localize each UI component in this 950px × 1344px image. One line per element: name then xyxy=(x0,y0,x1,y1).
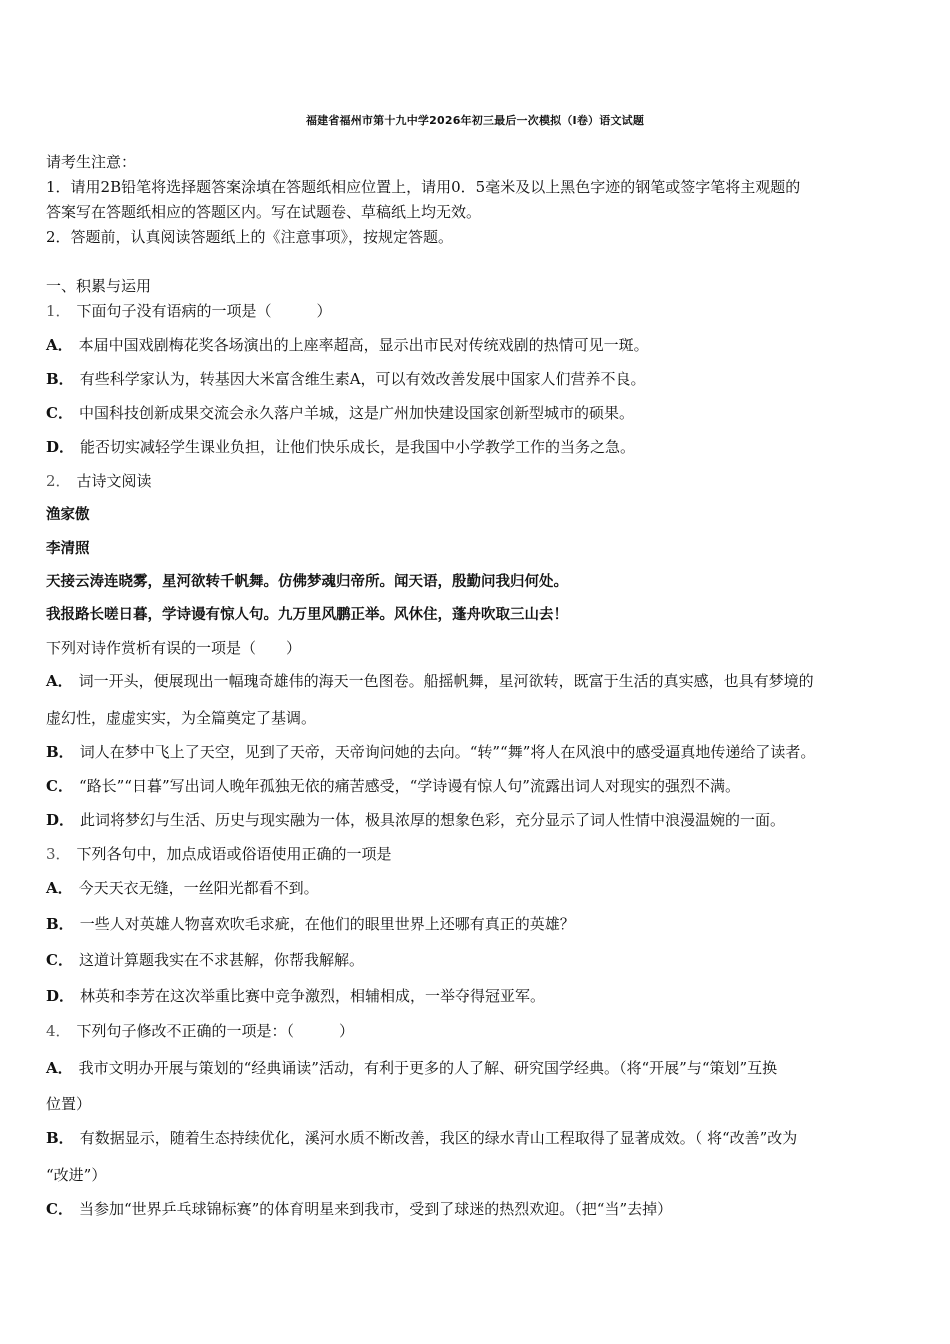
option-text: 此词将梦幻与生活、历史与现实融为一体，极具浓厚的想象色彩，充分显示了词人性情中浪漫温婉的一面。 xyxy=(80,811,786,829)
option-label: B． xyxy=(46,915,74,933)
option-label: B． xyxy=(46,1129,74,1147)
question-1-option-c xyxy=(46,403,634,423)
option-text: “路长”“日暮”写出词人晚年孤独无依的痛苦感受，“学诗谩有惊人句”流露出词人对现实的强烈不满。 xyxy=(78,777,740,795)
question-number: 1． xyxy=(46,302,71,320)
option-text: 词一开头，便展现出一幅瑰奇雄伟的海天一色图卷。船摇帆舞，星河欲转，既富于生活的真实感，也具有梦境的 xyxy=(78,672,814,690)
question-2-stem xyxy=(46,471,152,491)
poem-line-1: 天接云涛连晓雾，星河欲转千帆舞。仿佛梦魂归帝所。闻天语，殷勤问我归何处。 xyxy=(46,573,568,590)
option-label: C． xyxy=(46,1200,73,1218)
option-text: 词人在梦中飞上了天空，见到了天帝，天帝询问她的去向。“转”“舞”将人在风浪中的感受逼真地传递给了读者。 xyxy=(79,743,816,761)
option-text: 一些人对英雄人物喜欢吹毛求疵，在他们的眼里世界上还哪有真正的英雄？ xyxy=(79,915,575,933)
question-1-option-a xyxy=(46,335,649,355)
option-label: B． xyxy=(46,743,74,761)
option-label: A． xyxy=(46,879,73,897)
notice-heading: 请考生注意： xyxy=(46,153,137,171)
option-text: 本届中国戏剧梅花奖各场演出的上座率超高，显示出市民对传统戏剧的热情可见一斑。 xyxy=(78,336,649,354)
option-label: C． xyxy=(46,951,73,969)
question-text: 下面句子没有语病的一项是（ ） xyxy=(76,302,332,320)
option-text: 这道计算题我实在不求甚解，你帮我解解。 xyxy=(78,951,364,969)
notice-item-1-line-2: 答案写在答题纸相应的答题区内。写在试题卷、草稿纸上均无效。 xyxy=(46,203,482,221)
notice-item-2: 2．答题前，认真阅读答题纸上的《注意事项》，按规定答题。 xyxy=(46,228,454,246)
option-text: 能否切实减轻学生课业负担，让他们快乐成长，是我国中小学教学工作的当务之急。 xyxy=(80,438,636,456)
question-text: 下列句子修改不正确的一项是：（ ） xyxy=(76,1022,355,1040)
question-number: 2． xyxy=(46,472,71,490)
poem-author: 李清照 xyxy=(46,540,90,557)
question-1-stem xyxy=(46,301,332,321)
option-text: 当参加“世界乒乓球锦标赛”的体育明星来到我市，受到了球迷的热烈欢迎。（把“当”去掉） xyxy=(78,1200,673,1218)
question-4-option-b-line-1 xyxy=(46,1128,797,1148)
notice-item-1-line-1: 1．请用2B铅笔将选择题答案涂填在答题纸相应位置上，请用0．5毫米及以上黑色字迹的钢笔或签字笔将主观题的 xyxy=(46,178,801,196)
option-text: 我市文明办开展与策划的“经典诵读”活动，有利于更多的人了解、研究国学经典。（将“开展”与“策划”互换 xyxy=(78,1059,778,1077)
option-text: 林英和李芳在这次举重比赛中竞争激烈，相辅相成，一举夺得冠亚军。 xyxy=(80,987,546,1005)
page-title: 福建省福州市第十九中学2026年初三最后一次模拟（I卷）语文试题 xyxy=(305,114,645,127)
question-4-option-c xyxy=(46,1199,672,1219)
question-3-stem xyxy=(46,844,392,864)
section-heading: 一、积累与运用 xyxy=(46,277,152,295)
question-text: 下列各句中，加点成语或俗语使用正确的一项是 xyxy=(76,845,392,863)
question-2-option-a-line-1 xyxy=(46,671,814,691)
question-4-stem xyxy=(46,1021,354,1041)
option-text: 有些科学家认为，转基因大米富含维生素A，可以有效改善发展中国家人们营养不良。 xyxy=(79,370,646,388)
question-text: 古诗文阅读 xyxy=(76,472,152,490)
option-text: 中国科技创新成果交流会永久落户羊城，这是广州加快建设国家创新型城市的硕果。 xyxy=(78,404,634,422)
question-4-option-b-line-2: “改进”） xyxy=(46,1166,107,1184)
question-number: 3． xyxy=(46,845,71,863)
option-label: A． xyxy=(46,672,73,690)
question-2-option-a-line-2: 虚幻性，虚虚实实，为全篇奠定了基调。 xyxy=(46,709,317,727)
question-1-option-d xyxy=(46,437,635,457)
question-3-option-b xyxy=(46,914,575,934)
option-label: D． xyxy=(46,811,75,829)
question-2-option-c xyxy=(46,776,740,796)
option-label: D． xyxy=(46,438,75,456)
question-2-sub-stem: 下列对诗作赏析有误的一项是（ ） xyxy=(46,639,302,657)
option-text: 有数据显示，随着生态持续优化，溪河水质不断改善，我区的绿水青山工程取得了显著成效。（ 将“改善”改为 xyxy=(79,1129,798,1147)
question-3-option-c xyxy=(46,950,364,970)
option-label: C． xyxy=(46,777,73,795)
option-text: 今天天衣无缝，一丝阳光都看不到。 xyxy=(78,879,319,897)
option-label: B． xyxy=(46,370,74,388)
option-label: A． xyxy=(46,1059,73,1077)
question-4-option-a-line-1 xyxy=(46,1058,777,1078)
question-2-option-d xyxy=(46,810,785,830)
poem-title: 渔家傲 xyxy=(46,506,90,523)
option-label: C． xyxy=(46,404,73,422)
question-number: 4． xyxy=(46,1022,71,1040)
question-4-option-a-line-2: 位置） xyxy=(46,1095,92,1113)
question-1-option-b xyxy=(46,369,646,389)
poem-line-2: 我报路长嗟日暮，学诗谩有惊人句。九万里风鹏正举。风休住，蓬舟吹取三山去！ xyxy=(46,606,568,623)
question-2-option-b xyxy=(46,742,815,762)
question-3-option-d xyxy=(46,986,545,1006)
option-label: D． xyxy=(46,987,75,1005)
question-3-option-a xyxy=(46,878,319,898)
option-label: A． xyxy=(46,336,73,354)
